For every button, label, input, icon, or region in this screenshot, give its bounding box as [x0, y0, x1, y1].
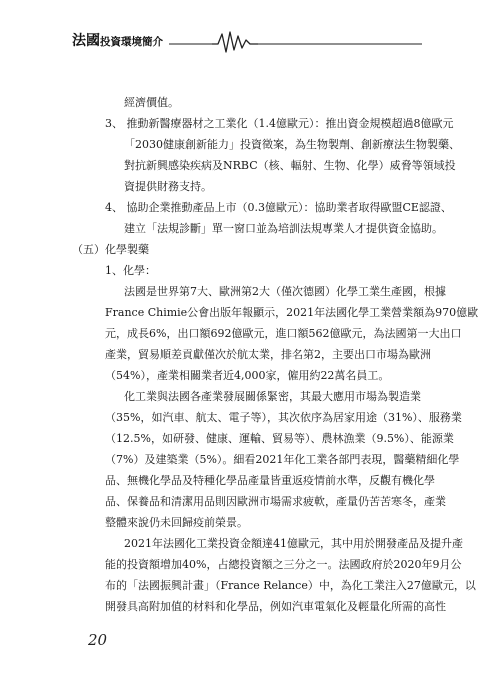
paragraph-line: 整體來說仍未回歸疫前榮景。 [105, 516, 248, 529]
paragraph-line: 布的「法國振興計畫」（France Relance）中，為化工業注入27億歐元，以 [105, 579, 476, 592]
paragraph-line: （12.5%，如研發、健康、運輸、貿易等）、農林漁業（9.5%）、能源業 [105, 432, 454, 445]
section-heading: （五）化學製藥 [72, 243, 149, 256]
text-line: 對抗新興感染疾病及NRBC（核、輻射、生物、化學）威脅等領域投 [124, 159, 456, 172]
paragraph-line: 元，成長6%，出口額692億歐元，進口額562億歐元，為法國第一大出口 [105, 327, 462, 340]
text-line: 經濟價值。 [124, 96, 179, 109]
paragraph-line: （7%）及建築業（5%）。細看2021年化工業各部門表現，醫藥精細化學 [105, 453, 460, 466]
text-line: 「2030健康創新能力」投資徵案，為生物製劑、創新療法生物製藥、 [124, 138, 460, 151]
paragraph-line: 法國是世界第7大、歐洲第2大（僅次德國）化學工業生產國，根據 [124, 285, 446, 298]
paragraph-line: 化工業與法國各產業發展關係緊密，其最大應用市場為製造業 [124, 390, 421, 403]
list-item-3-line: 3、 推動新醫療器材之工業化（1.4億歐元）：推出資金規模超過8億歐元 [105, 117, 454, 130]
header-title-sub: 投資環境簡介 [100, 36, 163, 48]
paragraph-line: 開發具高附加值的材料和化學品，例如汽車電氣化及輕量化所需的高性 [105, 600, 446, 613]
text-line: 資提供財務支持。 [124, 180, 212, 193]
paragraph-line: （54%），產業相關業者近4,000家，僱用約22萬名員工。 [105, 369, 390, 382]
list-item-4-line: 4、 協助企業推動產品上市（0.3億歐元）：協助業者取得歐盟CE認證、 [105, 201, 452, 214]
paragraph-line: 產業，貿易順差貢獻僅次於航太業，排名第2，主要出口市場為歐洲 [105, 348, 431, 361]
subsection-heading: 1、化學： [105, 264, 156, 277]
paragraph-line: （35%，如汽車、航太、電子等），其次依序為居家用途（31%）、服務業 [105, 411, 462, 424]
text-line: 建立「法規診斷」單一窗口並為培訓法規專業人才提供資金協助。 [124, 222, 443, 235]
paragraph-line: France Chimie公會出版年報顯示，2021年法國化學工業營業額為970億歐 [105, 306, 479, 319]
paragraph-line: 2021年法國化工業投資金額達41億歐元，其中用於開發產品及提升產 [124, 537, 463, 550]
header-title-main: 法國 [72, 33, 100, 49]
paragraph-line: 品、保養品和清潔用品則因歐洲市場需求疲軟，產量仍苦苦寒冬，產業 [105, 495, 446, 508]
heartbeat-line-icon [72, 28, 422, 54]
paragraph-line: 能的投資額增加40%，占總投資額之三分之一。法國政府於2020年9月公 [105, 558, 462, 571]
paragraph-line: 品、無機化學品及特種化學品產量皆重返疫情前水準，反觀有機化學 [105, 474, 435, 487]
page-header [72, 28, 422, 54]
page-number: 20 [88, 631, 108, 649]
